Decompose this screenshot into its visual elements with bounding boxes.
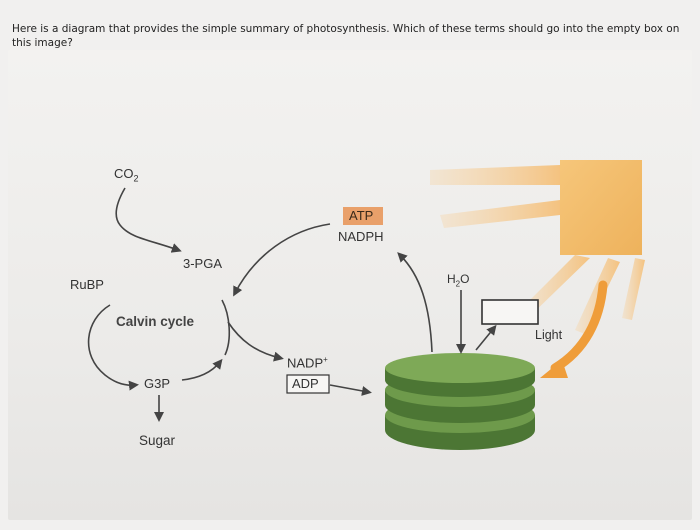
h2o-h: H — [447, 272, 456, 286]
nadph-label: NADPH — [338, 229, 384, 244]
light-label: Light — [535, 328, 563, 342]
h2o-o: O — [460, 272, 470, 286]
cycle-arc-bottom — [182, 362, 220, 380]
atp-nadph-arrow — [235, 224, 330, 293]
nadp-superscript: + — [323, 355, 328, 364]
co2-text: CO — [114, 166, 134, 181]
g3p-label: G3P — [144, 376, 171, 391]
h2o-subscript: 2 — [455, 279, 461, 289]
to-nadp-arrow — [228, 322, 280, 358]
adp-to-thylakoid-arrow — [330, 385, 368, 392]
empty-answer-box[interactable] — [482, 300, 538, 324]
sugar-label: Sugar — [139, 433, 176, 448]
co2-arrow — [116, 188, 178, 250]
nadp-text: NADP — [287, 355, 324, 371]
empty-box-arrow — [476, 328, 494, 350]
atp-label: ATP — [349, 208, 374, 223]
rubp-label: RuBP — [70, 277, 104, 292]
pga-label: 3-PGA — [183, 256, 223, 271]
adp-label: ADP — [292, 376, 319, 391]
co2-subscript: 2 — [133, 173, 139, 184]
calvin-cycle-label: Calvin cycle — [116, 314, 195, 329]
co2-label — [114, 166, 139, 184]
question-text: Here is a diagram that provides the simple summary of photosynthesis. Which of these terms should go into the empty box on this image? — [12, 23, 680, 49]
thylakoid-stack — [385, 353, 535, 450]
nadp-label — [287, 355, 328, 370]
h2o-label — [447, 272, 469, 288]
thylakoid-to-atp-arrow — [400, 255, 432, 352]
cycle-arc-right — [222, 300, 229, 355]
